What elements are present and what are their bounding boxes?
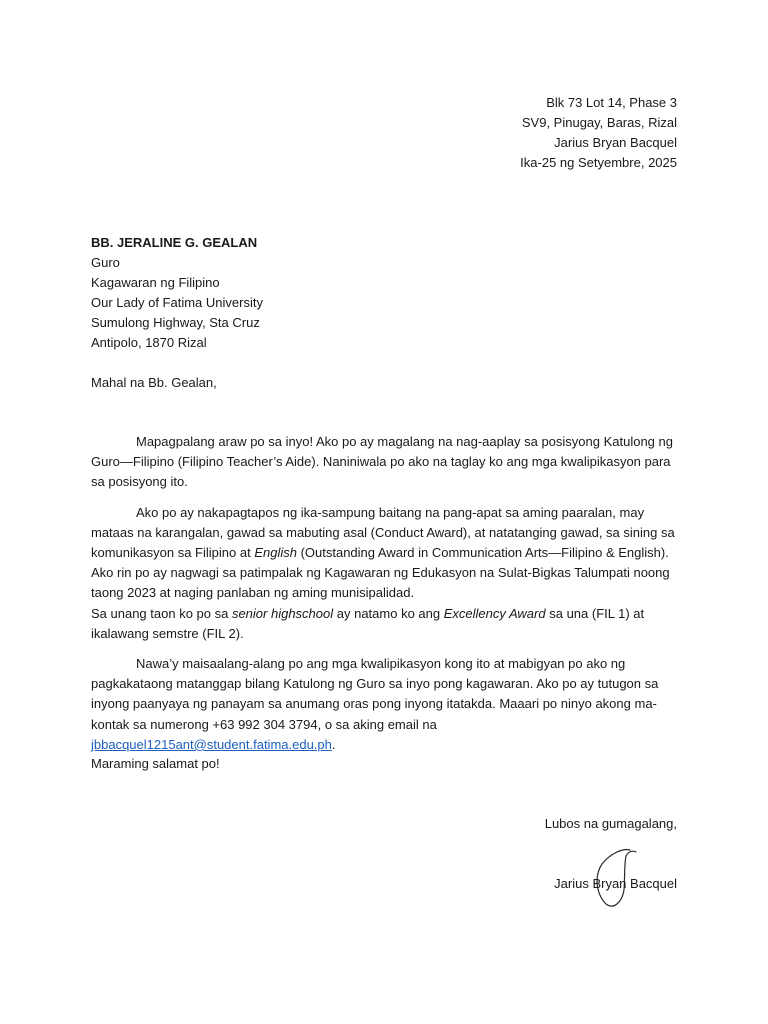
recipient-block [91,233,263,353]
paragraph-qualifications-italic-award: Excellency Award [443,605,546,621]
recipient-department: Kagawaran ng Filipino [91,275,220,290]
recipient-title: Guro [91,255,120,270]
paragraph-intro: Mapagpalang araw po sa inyo! Ako po ay magalang na nag-aaplay sa posisyong Katulong ng Guro—Filipino (Filipino Teacher’s Aide). Naniniwala po ako na taglay ko ang mga kwalipikasyon para sa posisyong ito. [91,434,673,490]
paragraph-request-end: . [331,736,336,752]
paragraph-qualifications-italic-shs: senior highschool [231,605,334,621]
paragraph-qualifications [91,503,678,644]
paragraph-qualifications-line2-text-2: ay natamo ko ang [333,605,444,621]
sender-name: Jarius Bryan Bacquel [554,135,677,150]
salutation: Mahal na Bb. Gealan, [91,375,217,390]
paragraph-qualifications-line2 [91,604,678,644]
letter-date: Ika-25 ng Setyembre, 2025 [520,155,677,170]
recipient-name: BB. JERALINE G. GEALAN [91,235,258,250]
recipient-street: Sumulong Highway, Sta Cruz [91,315,260,330]
letter-body [91,432,678,765]
sender-address-line2: SV9, Pinugay, Baras, Rizal [521,115,677,130]
paragraph-qualifications-text-1: Ako po ay nakapagtapos ng ika-sampung baitang na pang-apat sa aming paaralan, may mataas na karangalan, gawad sa mabuting asal (Conduct Award), at natatanging gawad, sa sining sa komunikasyon sa Filipino at [91,504,675,561]
email-link[interactable]: jbbacquel1215ant@student.fatima.edu.ph [91,736,332,752]
paragraph-qualifications-text-2: (Outstanding Award in Communication Arts—Filipino & English). Ako rin po ay nagwagi sa patimpalak ng Kagawaran ng Edukasyon na Sulat-Bigkas Talumpati noong taong 2023 at naging panlaban ng aming munisipalidad. [91,545,670,601]
paragraph-qualifications-line2-text-3: sa una (FIL 1) at ikalawang semstre (FIL 2). [91,605,645,641]
recipient-institution: Our Lady of Fatima University [91,295,263,310]
paragraph-qualifications-italic-english: English [254,545,297,561]
signature-name: Jarius Bryan Bacquel [554,876,677,891]
paragraph-request-text: Nawa’y maisaalang-alang po ang mga kwalipikasyon kong ito at mabigyan po ako ng pagkakataong matanggap bilang Katulong ng Guro sa inyo pong kagawaran. Ako po ay tutugon sa inyong paanyaya ng panayam sa anumang oras pong inyong itatakda. Maaari po ninyo akong ma-kontak sa numerong +63 992 304 3794, o sa aking email na [91,656,659,732]
closing-line: Lubos na gumagalang, [544,816,677,831]
sender-address-line1: Blk 73 Lot 14, Phase 3 [546,95,677,110]
recipient-city: Antipolo, 1870 Rizal [91,335,207,350]
paragraph-request [91,654,678,755]
paragraph-qualifications-line2-text-1: Sa unang taon ko po sa [91,605,232,621]
sender-block [520,93,677,173]
thanks-line: Maraming salamat po! [91,756,220,771]
